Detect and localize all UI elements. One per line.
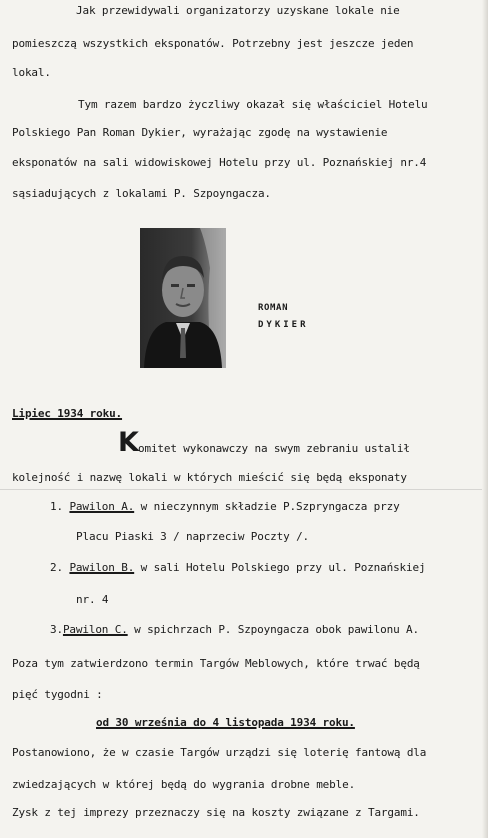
paragraph-5: Zysk z tej imprezy przeznaczy się na koszty związane z Targami.	[12, 806, 420, 819]
list-item-3	[50, 623, 419, 636]
list-item-2-name: Pawilon B.	[69, 561, 135, 574]
komitet-line-2: kolejność i nazwę lokali w których mieścić się będą eksponaty	[12, 471, 407, 484]
paragraph-2-line-3: eksponatów na sali widowiskowej Hotelu przy ul. Poznańskiej nr.4	[12, 156, 427, 169]
portrait-photo	[140, 228, 226, 368]
paper-fold	[0, 489, 488, 490]
komitet-line-1: omitet wykonawczy na swym zebraniu ustalił	[138, 442, 410, 455]
date-heading: Lipiec 1934 roku.	[12, 407, 123, 420]
photo-caption-first-name: ROMAN	[258, 303, 289, 313]
list-item-2-continuation: nr. 4	[76, 593, 109, 606]
list-item-3-name: Pawilon C.	[62, 623, 128, 636]
photo-caption-last-name: DYKIER	[258, 320, 309, 330]
list-item-2	[50, 561, 425, 574]
paragraph-3-line-2: pięć tygodni :	[12, 688, 103, 701]
paragraph-2-line-4: sąsiadujących z lokalami P. Szpoyngacza.	[12, 187, 271, 200]
list-item-2-text: w sali Hotelu Polskiego przy ul. Poznańskiej	[140, 561, 426, 574]
list-item-1-name: Pawilon A.	[69, 500, 135, 513]
list-item-2-number: 2.	[50, 561, 63, 574]
paragraph-4-line-1: Postanowiono, że w czasie Targów urządzi się loterię fantową dla	[12, 746, 427, 759]
page-edge-shadow	[482, 0, 488, 838]
list-item-1-continuation: Placu Piaski 3 / naprzeciw Poczty /.	[76, 530, 310, 543]
paragraph-2-line-2: Polskiego Pan Roman Dykier, wyrażając zgodę na wystawienie	[12, 126, 388, 139]
list-item-1-text: w nieczynnym składzie P.Szpryngacza przy	[140, 500, 400, 513]
paragraph-1-line-2: pomieszczą wszystkich eksponatów. Potrzebny jest jeszcze jeden	[12, 37, 414, 50]
list-item-1-number: 1.	[50, 500, 63, 513]
list-item-3-text: w spichrzach P. Szpoyngacza obok pawilonu A.	[134, 623, 419, 636]
paragraph-1-line-3: lokal.	[12, 66, 51, 79]
initial-letter: K	[118, 427, 139, 458]
list-item-1	[50, 500, 400, 513]
paragraph-3-line-1: Poza tym zatwierdzono termin Targów Meblowych, które trwać będą	[12, 657, 420, 670]
paragraph-1-line-1: Jak przewidywali organizatorzy uzyskane lokale nie	[76, 4, 400, 17]
paragraph-2-line-1: Tym razem bardzo życzliwy okazał się właściciel Hotelu	[78, 98, 428, 111]
paragraph-4-line-2: zwiedzających w której będą do wygrania drobne meble.	[12, 778, 356, 791]
targi-dates: od 30 września do 4 listopada 1934 roku.	[96, 716, 355, 729]
list-item-3-number: 3.	[50, 623, 63, 636]
